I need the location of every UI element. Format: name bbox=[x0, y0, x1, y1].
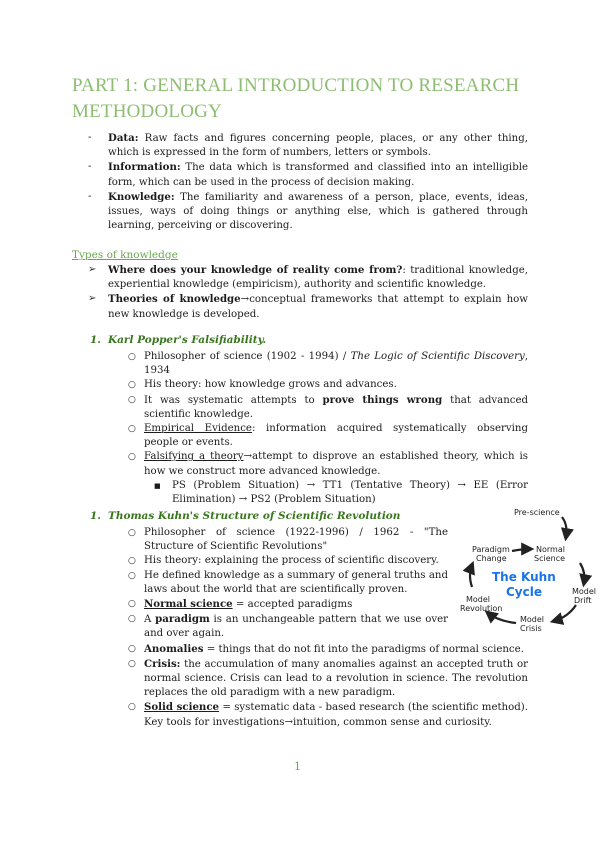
popper-list bbox=[130, 350, 528, 507]
label-paradigm-2: Change bbox=[476, 554, 507, 563]
section-number: 1. bbox=[90, 510, 101, 522]
list-item bbox=[130, 393, 528, 422]
item-text: Philosopher of science (1902 - 1994) / bbox=[144, 351, 351, 362]
emphasis: Anomalies bbox=[144, 642, 204, 655]
types-item bbox=[88, 292, 528, 321]
list-item bbox=[130, 597, 448, 612]
underlined-term: Empirical Evidence bbox=[144, 423, 252, 435]
item-text: the accumulation of many anomalies against an accepted truth or normal science. Crisis can lead to a revolution in science. The revolution replaces the old paradigm with a new paradigm. bbox=[144, 658, 528, 699]
list-item bbox=[130, 378, 528, 392]
cycle-arrow bbox=[488, 613, 516, 623]
label-pre-science: Pre-science bbox=[514, 508, 560, 517]
item-text: →attempt to disprove an established theory, which is how we construct more advanced knowledge. bbox=[144, 451, 528, 477]
label-normal-2: Science bbox=[534, 554, 566, 563]
list-item bbox=[130, 642, 528, 657]
cycle-arrow bbox=[512, 549, 530, 551]
popper-heading bbox=[90, 334, 266, 346]
list-item: ○ His theory: explaining the process of scientific discovery. bbox=[130, 554, 448, 568]
definitions-list bbox=[88, 131, 528, 233]
label-drift-1: Model bbox=[572, 587, 597, 596]
kuhn-cycle-diagram bbox=[458, 505, 598, 640]
section-title: Karl Popper's Falsifiability. bbox=[108, 334, 267, 346]
list-item bbox=[130, 657, 528, 701]
underlined-term: Normal science bbox=[144, 598, 233, 611]
item-text: : information acquired systematically observing people or events. bbox=[144, 423, 528, 449]
label-revolution-1: Model bbox=[466, 595, 491, 604]
label-revolution-2: Revolution bbox=[460, 604, 503, 613]
definition-text: The data which is transformed and classified into an intelligible form, which can be used in the process of decision making. bbox=[108, 162, 528, 188]
cycle-title-1: The Kuhn bbox=[492, 570, 556, 584]
item-text: It was systematic attempts to bbox=[144, 394, 323, 406]
label-crisis-1: Model bbox=[520, 615, 545, 624]
section-number: 1. bbox=[90, 334, 101, 346]
sub-list-item: ■ PS (Problem Situation) → TT1 (Tentative Theory) → EE (Error Elimination) → PS2 (Problem Situation) bbox=[158, 479, 528, 507]
types-heading: Types of knowledge bbox=[72, 249, 178, 261]
item-text: His theory: how knowledge grows and advances. bbox=[144, 379, 397, 391]
list-item bbox=[130, 422, 528, 450]
definition-information bbox=[88, 160, 528, 189]
types-term: Theories of knowledge bbox=[108, 293, 241, 306]
book-title: The Logic of Scientific Discovery bbox=[350, 351, 525, 362]
label-crisis-2: Crisis bbox=[520, 624, 542, 633]
list-item bbox=[130, 350, 528, 378]
list-item bbox=[130, 612, 448, 641]
item-text: that advanced scientific knowledge. bbox=[144, 394, 529, 420]
types-term: Where does your knowledge of reality come from? bbox=[108, 264, 403, 276]
cycle-title-2: Cycle bbox=[506, 585, 542, 599]
cycle-arrow bbox=[580, 563, 585, 583]
list-item: ○ He defined knowledge as a summary of general truths and laws about the world that are scientifically proven. bbox=[130, 569, 448, 597]
page-title: PART 1: GENERAL INTRODUCTION TO RESEARCH METHODOLOGY bbox=[72, 75, 520, 122]
item-text: , 1934 bbox=[144, 351, 528, 377]
kuhn-heading bbox=[90, 510, 400, 522]
types-list bbox=[88, 263, 528, 322]
term-knowledge: Knowledge: bbox=[108, 190, 175, 203]
item-text: is an unchangeable pattern that we use over and over again. bbox=[144, 614, 448, 640]
term-data: Data: bbox=[108, 132, 139, 144]
cycle-arrow bbox=[562, 517, 567, 537]
definition-text: The familiarity and awareness of a person, place, events, ideas, issues, ways of doing things or anything else, which is gathered through learning, perceiving or discovering. bbox=[108, 191, 528, 232]
label-drift-2: Drift bbox=[574, 596, 592, 605]
underlined-term: Solid science bbox=[144, 701, 220, 714]
term-information: Information: bbox=[108, 161, 181, 174]
definition-knowledge bbox=[88, 190, 528, 234]
list-item: ○ Philosopher of science (1922-1996) / 1962 - "The Structure of Scientific Revolutions" bbox=[130, 526, 448, 554]
page-number: 1 bbox=[294, 760, 301, 773]
cycle-arrow bbox=[470, 565, 472, 587]
definition-text: Raw facts and figures concerning people, places, or any other thing, which is expressed in the form of numbers, letters or symbols. bbox=[108, 133, 528, 159]
emphasis: prove things wrong bbox=[322, 393, 443, 406]
types-text: →conceptual frameworks that attempt to explain how new knowledge is developed. bbox=[108, 294, 528, 320]
item-text: = systematic data - based research (the scientific method). Key tools for investigations→intuition, common sense and curiosity. bbox=[144, 702, 528, 728]
item-text: A bbox=[144, 614, 156, 626]
item-text: = things that do not fit into the paradigms of normal science. bbox=[203, 643, 524, 655]
cycle-arrow bbox=[554, 605, 576, 621]
types-item bbox=[88, 263, 528, 292]
emphasis: Crisis: bbox=[144, 657, 181, 670]
emphasis: paradigm bbox=[155, 613, 210, 626]
item-text: = accepted paradigms bbox=[232, 599, 353, 611]
section-title: Thomas Kuhn's Structure of Scientific Revolution bbox=[108, 510, 401, 522]
definition-data bbox=[88, 131, 528, 160]
label-paradigm-1: Paradigm bbox=[472, 545, 510, 554]
label-normal-1: Normal bbox=[536, 545, 565, 554]
types-text: : traditional knowledge, experiential knowledge (empiricism), authority and scientific knowledge. bbox=[108, 265, 528, 291]
underlined-term: Falsifying a theory bbox=[144, 451, 244, 463]
list-item bbox=[130, 450, 528, 507]
popper-sublist bbox=[144, 479, 528, 507]
list-item bbox=[130, 700, 528, 729]
